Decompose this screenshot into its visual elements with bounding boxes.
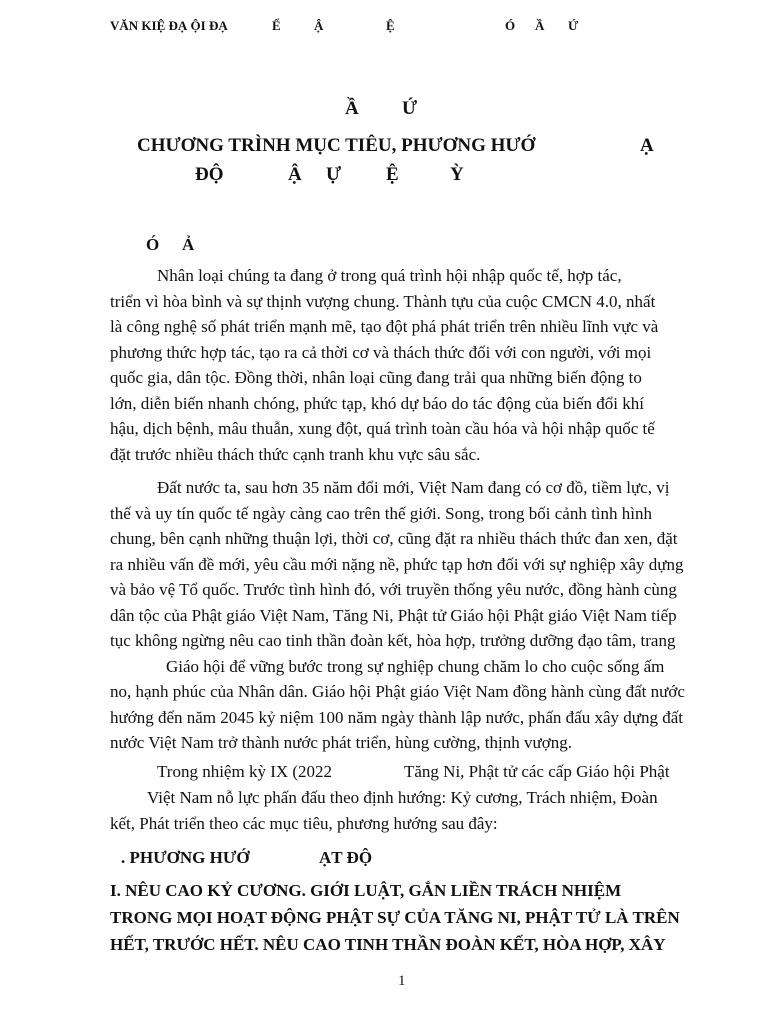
- text-line: I. NÊU CAO KỶ CƯƠNG. GIỚI LUẬT, GẮN LIỀN TRÁCH NHIỆM: [110, 881, 622, 900]
- title-line3-e: Ỳ: [450, 164, 464, 185]
- text-line: nước Việt Nam trở thành nước phát triển, hùng cường, thịnh vượng.: [110, 733, 572, 752]
- section-b-heading-b: ẠT ĐỘ: [319, 848, 373, 867]
- section-a-heading-a: Ó: [146, 235, 160, 254]
- paragraph-3-line-2: Việt Nam nỗ lực phấn đấu theo định hướng: Kỷ cương, Trách nhiệm, Đoàn: [147, 788, 658, 807]
- page-title: CHƯƠNG TRÌNH MỤC TIÊU, PHƯƠNG HƯỚ: [137, 135, 536, 156]
- paragraph-2: [110, 475, 695, 756]
- text-line: HẾT, TRƯỚC HẾT. NÊU CAO TINH THẦN ĐOÀN KẾT, HÒA HỢP, XÂY: [110, 935, 666, 954]
- header-right-3: Ứ: [568, 18, 579, 33]
- text-line: là công nghệ số phát triển mạnh mẽ, tạo đột phá phát triển trên nhiều lĩnh vực và: [110, 317, 659, 336]
- title-line3-b: Ậ: [288, 164, 302, 185]
- header-right-2: Ầ: [535, 18, 545, 33]
- text-line: quốc gia, dân tộc. Đồng thời, nhân loại cũng đang trải qua những biến động to: [110, 368, 642, 387]
- header-mid-2: Ậ: [314, 18, 324, 33]
- text-line: hậu, dịch bệnh, mâu thuẫn, xung đột, quá trình toàn cầu hóa và hội nhập quốc tế: [110, 419, 655, 438]
- text-line: triển vì hòa bình và sự thịnh vượng chung. Thành tựu của cuộc CMCN 4.0, nhất: [110, 291, 656, 311]
- header-mid-1: Ể: [272, 18, 281, 33]
- text-line: Đất nước ta, sau hơn 35 năm đổi mới, Việt Nam đang có cơ đồ, tiềm lực, vị: [157, 478, 670, 497]
- text-line: thế và uy tín quốc tế ngày càng cao trên thế giới. Song, trong bối cảnh tình hình: [110, 503, 653, 523]
- title-line1-a: Ầ: [345, 98, 359, 119]
- text-line: ra nhiều vấn đề mới, yêu cầu mới nặng nề, phức tạp hơn đối với sự nghiệp xây dựng: [110, 554, 684, 574]
- text-line: và bảo vệ Tổ quốc. Trước tình hình đó, với truyền thống yêu nước, đồng hành cùng: [110, 580, 677, 599]
- section-b-heading-a: . PHƯƠNG HƯỚ: [121, 848, 250, 867]
- section-i-heading: [110, 877, 700, 958]
- paragraph-3-line-1a: Trong nhiệm kỳ IX (2022: [157, 762, 333, 781]
- text-line: phương thức hợp tác, tạo ra cả thời cơ và thách thức đối với con người, với mọi: [110, 342, 652, 362]
- title-line2-b: Ạ: [640, 135, 654, 156]
- text-line: no, hạnh phúc của Nhân dân. Giáo hội Phật giáo Việt Nam đồng hành cùng đất nước: [110, 682, 685, 701]
- text-line: Nhân loại chúng ta đang ở trong quá trình hội nhập quốc tế, hợp tác,: [157, 266, 622, 285]
- text-line: đặt trước nhiều thách thức cạnh tranh khu vực sâu sắc.: [110, 444, 481, 464]
- text-line: lớn, diễn biến nhanh chóng, phức tạp, khó dự báo do tác động của biến đổi khí: [110, 393, 644, 413]
- section-a-heading-b: Ả: [182, 235, 195, 254]
- text-line: hướng đến năm 2045 kỷ niệm 100 năm ngày thành lập nước, phấn đấu xây dựng đất: [110, 707, 683, 727]
- header-left: VĂN KIỆ ĐẠ ỘI ĐẠ: [110, 18, 228, 33]
- title-line3-d: Ệ: [386, 164, 399, 185]
- text-line: tục không ngừng nêu cao tinh thần đoàn kết, hòa hợp, trưởng dưỡng đạo tâm, trang: [110, 631, 676, 650]
- text-line: TRONG MỌI HOẠT ĐỘNG PHẬT SỰ CỦA TĂNG NI, PHẬT TỬ LÀ TRÊN: [110, 908, 680, 927]
- text-line: chung, bên cạnh những thuận lợi, thời cơ, cũng đặt ra nhiều thách thức đan xen, đặt: [110, 529, 678, 548]
- page-number: 1: [398, 973, 406, 989]
- header-right-1: Ó: [505, 18, 516, 33]
- title-line3-c: Ự: [326, 164, 342, 185]
- title-line1-b: Ứ: [402, 98, 418, 119]
- title-line3-a: ĐỘ: [195, 164, 224, 185]
- paragraph-3-line-3: kết, Phát triển theo các mục tiêu, phương hướng sau đây:: [110, 814, 498, 833]
- paragraph-3-line-1b: Tăng Ni, Phật tử các cấp Giáo hội Phật: [404, 762, 670, 781]
- text-line: dân tộc của Phật giáo Việt Nam, Tăng Ni, Phật tử Giáo hội Phật giáo Việt Nam tiếp: [110, 605, 677, 625]
- paragraph-1: [110, 263, 695, 467]
- header-mid-3: Ệ: [386, 18, 395, 33]
- text-line: Giáo hội để vững bước trong sự nghiệp chung chăm lo cho cuộc sống ấm: [166, 656, 665, 676]
